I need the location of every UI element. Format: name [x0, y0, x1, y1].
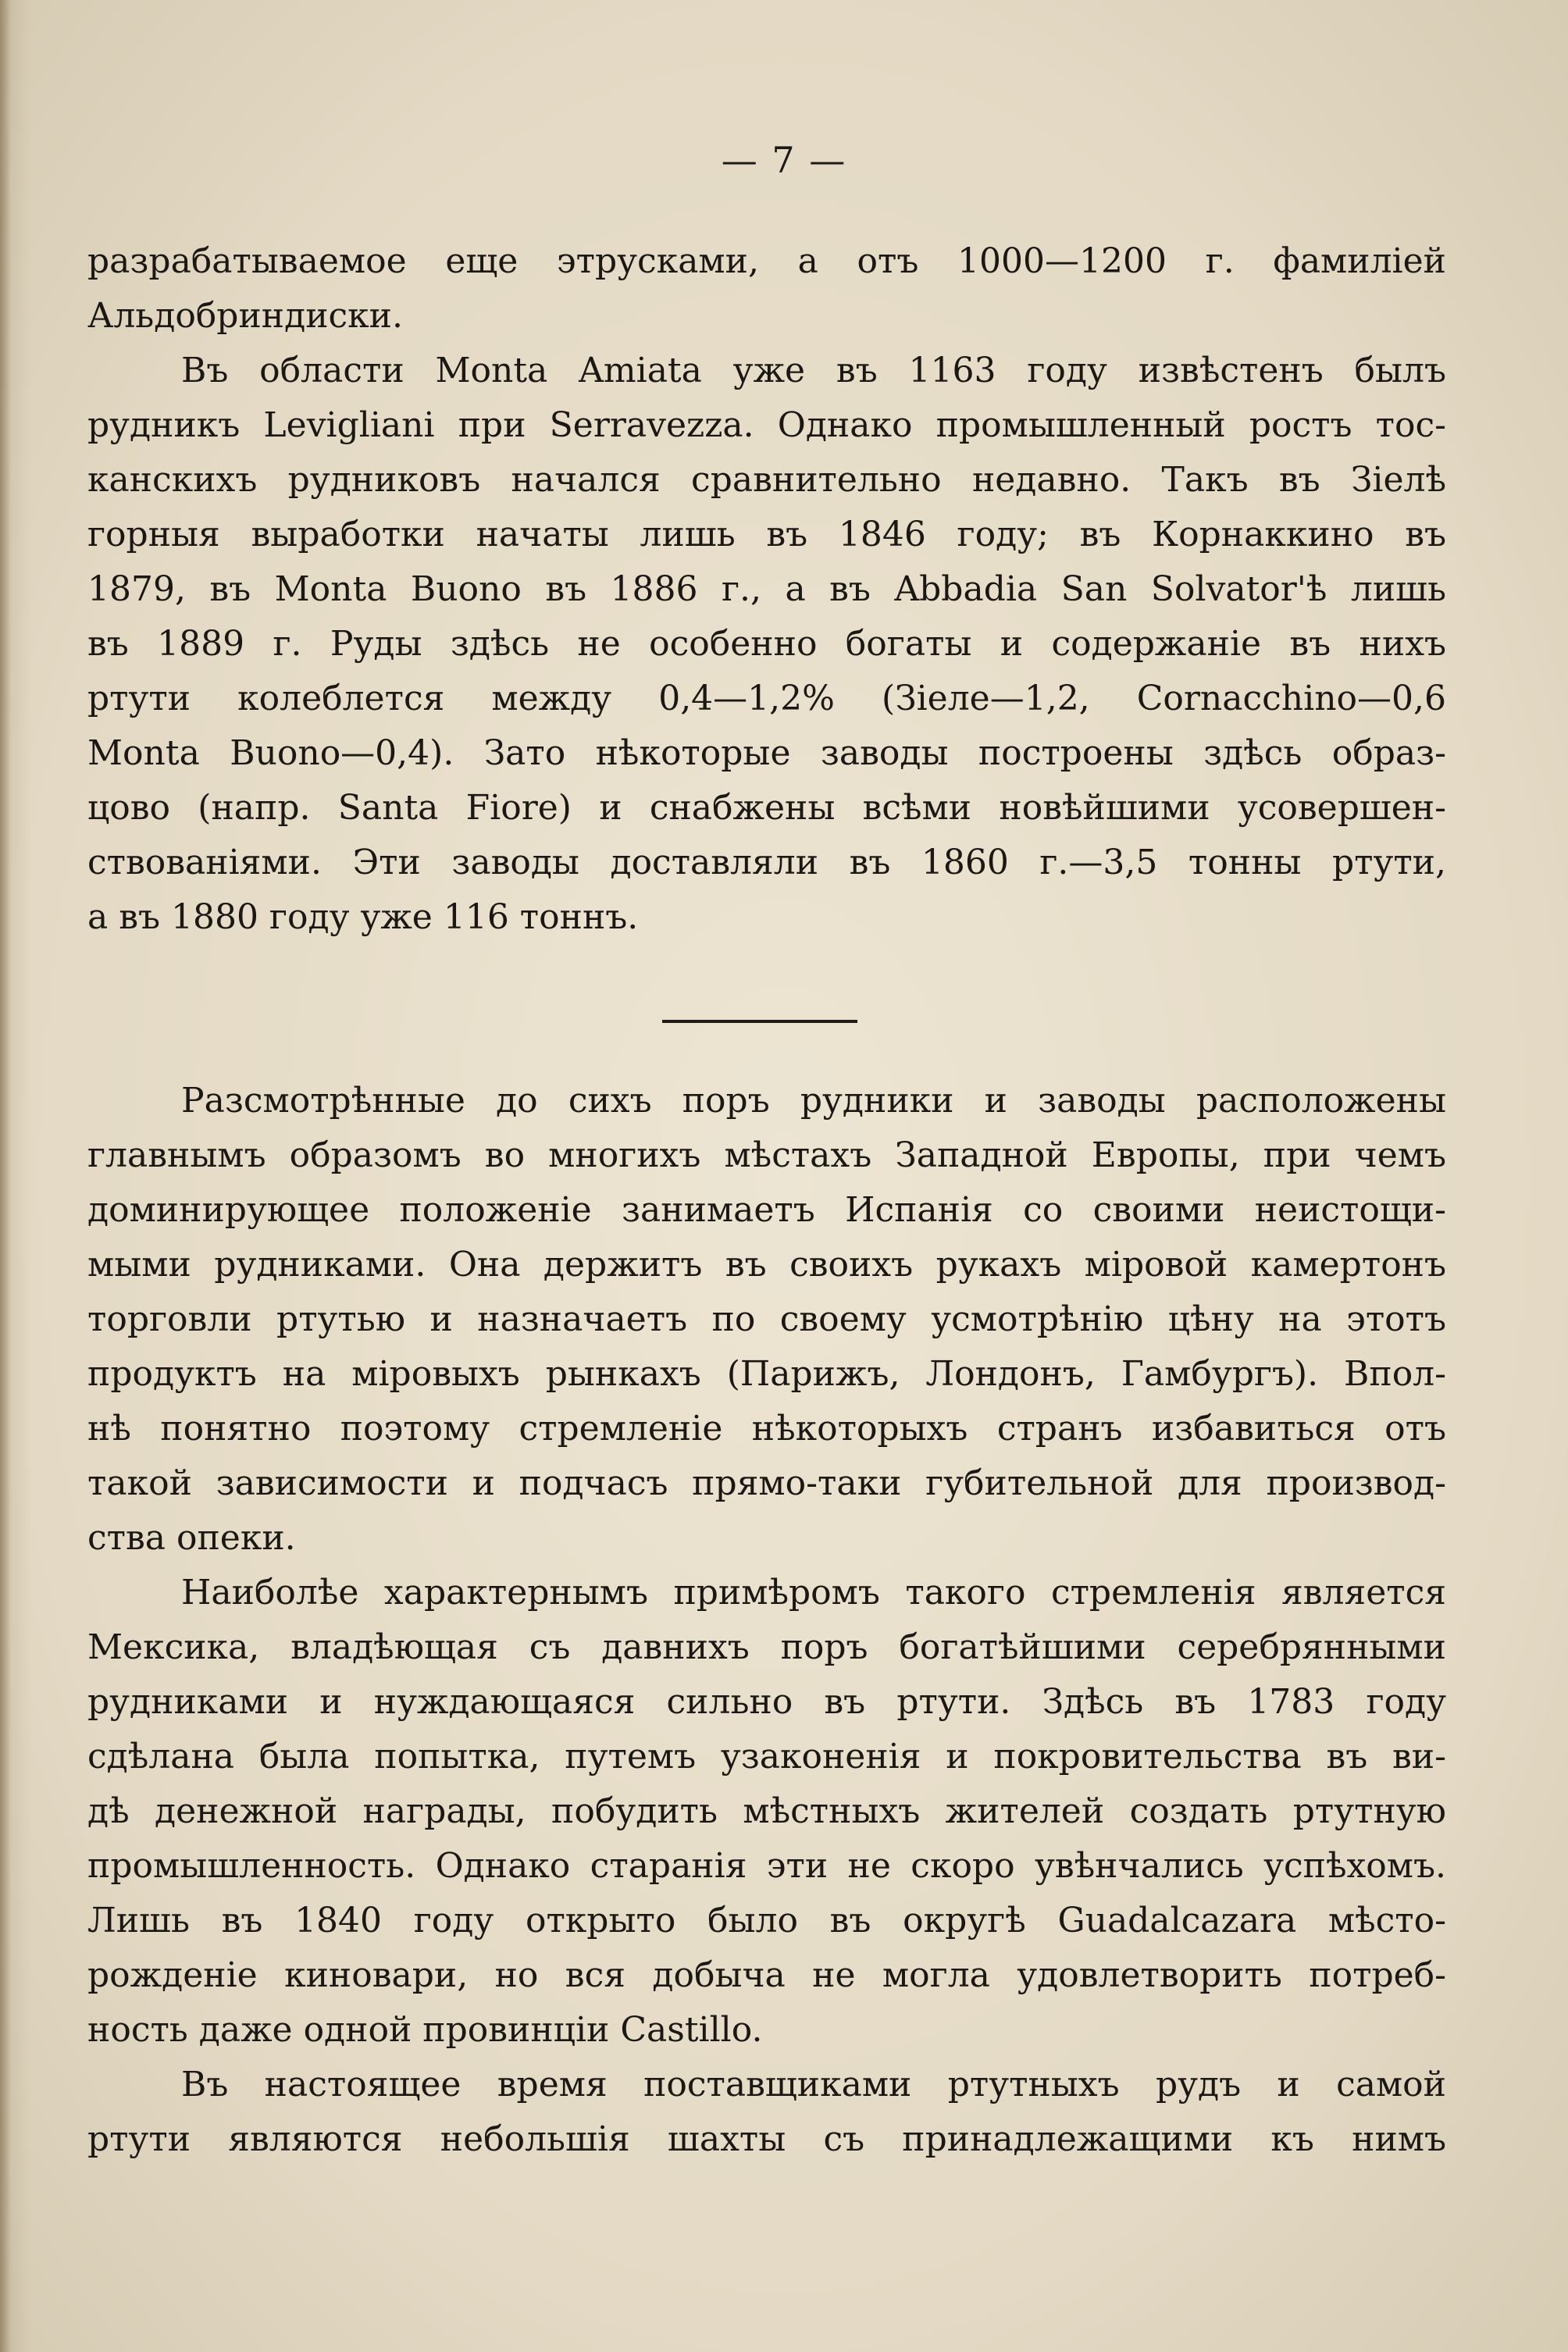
page-number: — 7 —	[721, 139, 847, 181]
text-line: промышленность. Однако старанія эти не скоро увѣнчались успѣхомъ.	[87, 1846, 1446, 1886]
text-line: Разсмотрѣнные до сихъ поръ рудники и заводы расположены	[181, 1081, 1446, 1121]
text-line: канскихъ рудниковъ начался сравнительно недавно. Такъ въ Зіелѣ	[87, 460, 1446, 500]
text-line: Мексика, владѣющая съ давнихъ поръ богатѣйшими серебрянными	[87, 1627, 1446, 1667]
text-line: въ 1889 г. Руды здѣсь не особенно богаты и содержаніе въ нихъ	[87, 624, 1446, 664]
text-line: цово (напр. Santa Fiore) и снабжены всѣми новѣйшими усовершен-	[87, 788, 1446, 828]
text-line: Альдобриндиски.	[87, 296, 403, 336]
text-line: горныя выработки начаты лишь въ 1846 году; въ Корнаккино въ	[87, 515, 1446, 554]
text-line: ства опеки.	[87, 1518, 296, 1558]
section-divider	[662, 1020, 857, 1023]
text-line: рудникъ Levigliani при Serravezza. Однако промышленный ростъ тос-	[87, 405, 1446, 445]
text-line: доминирующее положеніе занимаетъ Испанія со своими неистощи-	[87, 1190, 1446, 1230]
text-line: такой зависимости и подчасъ прямо-таки губительной для производ-	[87, 1463, 1446, 1503]
text-block-section-2	[87, 1074, 1446, 2167]
text-line: Monta Buono—0,4). Зато нѣкоторые заводы построены здѣсь образ-	[87, 733, 1446, 773]
text-line: ртути колеблется между 0,4—1,2% (Зіеле—1,2, Cornacchino—0,6	[87, 679, 1446, 718]
text-line: ртути являются небольшія шахты съ принадлежащими къ нимъ	[87, 2119, 1446, 2159]
text-line: рудниками и нуждающаяся сильно въ ртути. Здѣсь въ 1783 году	[87, 1682, 1446, 1722]
text-block-section-1	[87, 234, 1446, 945]
text-line: Лишь въ 1840 году открыто было въ округѣ Guadalcazara мѣсто-	[87, 1901, 1446, 1940]
text-line: 1879, въ Monta Buono въ 1886 г., а въ Abbadia San Solvator'ѣ лишь	[87, 569, 1446, 609]
text-line: нѣ понятно поэтому стремленіе нѣкоторыхъ странъ избавиться отъ	[87, 1409, 1446, 1449]
text-line: ность даже одной провинціи Castillo.	[87, 2010, 763, 2050]
text-line: Въ области Monta Amiata уже въ 1163 году извѣстенъ былъ	[181, 351, 1446, 390]
text-line: дѣ денежной награды, побудить мѣстныхъ жителей создать ртутную	[87, 1791, 1446, 1831]
book-spine-shadow	[0, 0, 11, 2352]
text-line: торговли ртутью и назначаетъ по своему усмотрѣнію цѣну на этотъ	[87, 1299, 1446, 1339]
text-line: Въ настоящее время поставщиками ртутныхъ рудъ и самой	[181, 2065, 1446, 2104]
text-line: рожденіе киновари, но вся добыча не могла удовлетворить потреб-	[87, 1955, 1446, 1995]
text-line: мыми рудниками. Она держитъ въ своихъ рукахъ міровой камертонъ	[87, 1245, 1446, 1285]
text-line: Наиболѣе характернымъ примѣромъ такого стремленія является	[181, 1573, 1446, 1613]
text-line: разрабатываемое еще этрусками, а отъ 1000—1200 г. фамиліей	[87, 241, 1446, 281]
text-line: сдѣлана была попытка, путемъ узаконенія и покровительства въ ви-	[87, 1737, 1446, 1776]
text-line: продуктъ на міровыхъ рынкахъ (Парижъ, Лондонъ, Гамбургъ). Впол-	[87, 1354, 1446, 1394]
text-line: ствованіями. Эти заводы доставляли въ 1860 г.—3,5 тонны ртути,	[87, 843, 1446, 882]
text-line: а въ 1880 году уже 116 тоннъ.	[87, 897, 639, 937]
text-line: главнымъ образомъ во многихъ мѣстахъ Западной Европы, при чемъ	[87, 1135, 1446, 1175]
